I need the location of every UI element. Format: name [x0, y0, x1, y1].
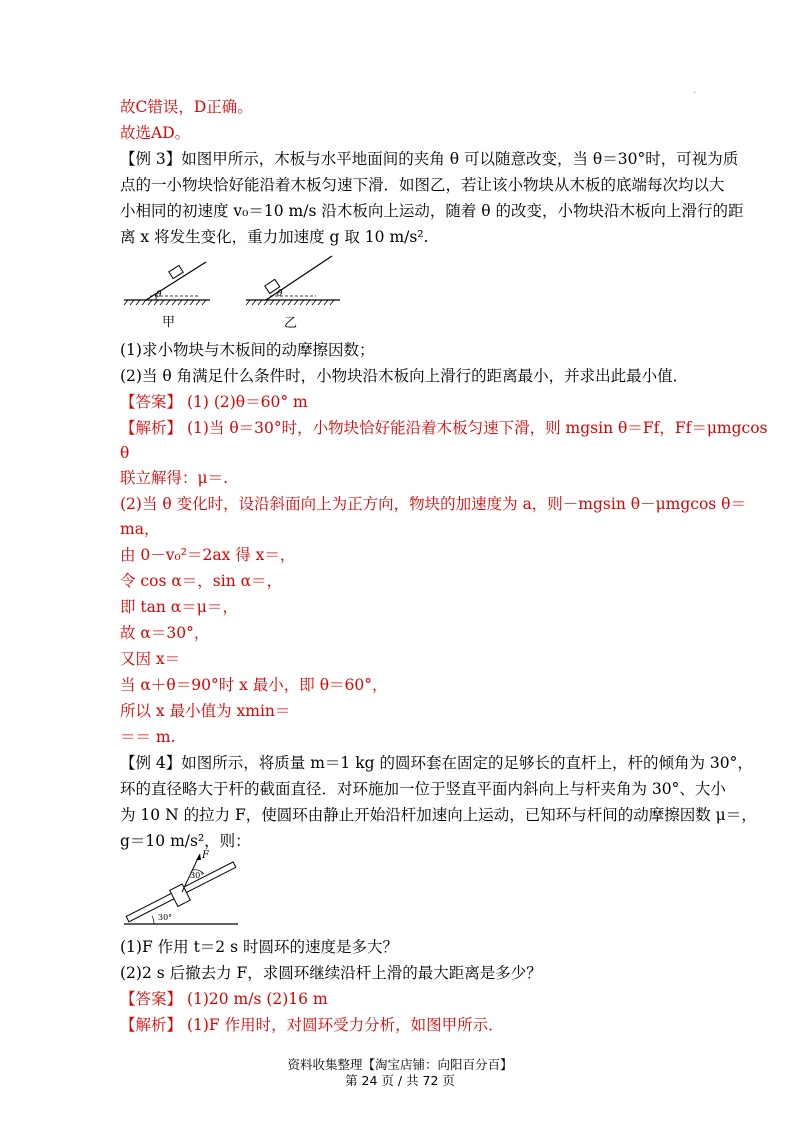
angle-label-bottom: 30°: [158, 913, 173, 922]
analysis-line: [120, 1013, 504, 1037]
incline-figure-3: [120, 254, 350, 334]
analysis-tag: 【解析】: [120, 419, 183, 437]
figure-label-right: 乙: [284, 316, 298, 331]
footer-page-number: 第 24 页 / 共 72 页: [345, 1073, 455, 1088]
example-3-text: 离 x 将发生变化，重力加速度 g 取 10 m/s².: [120, 228, 429, 246]
example-3-text: 【例 3】如图甲所示，木板与水平地面间的夹角 θ 可以随意改变，当 θ＝30°时，可视为质: [120, 150, 739, 168]
analysis-text: 联立解得：μ＝.: [120, 469, 229, 487]
figure-left-incline: [124, 262, 210, 305]
theta-label: θ: [156, 290, 162, 300]
analysis-text: (1)F 作用时，对圆环受力分析，如图甲所示．: [182, 1016, 504, 1034]
analysis-text: 故 α＝30°，: [120, 624, 210, 642]
analysis-text: (1)当 θ＝30°时，小物块恰好能沿着木板匀速下滑，则 mgsin θ＝Ff，Ff＝μmgcos: [182, 419, 768, 437]
force-label: F: [202, 850, 209, 861]
analysis-tag: 【解析】: [120, 1016, 183, 1034]
analysis-text: ma，: [120, 520, 160, 538]
corner-mark: ·: [693, 88, 697, 99]
analysis-text: 当 α＋θ＝90°时 x 最小，即 θ＝60°，: [120, 676, 388, 694]
analysis-text: θ: [120, 444, 130, 462]
figure-right-incline: [246, 256, 340, 305]
question-1: (1)求小物块与木板间的动摩擦因数；: [120, 341, 375, 359]
analysis-text: (2)当 θ 变化时，设沿斜面向上为正方向，物块的加速度为 a，则－mgsin θ－μmgcos θ＝: [120, 495, 747, 513]
question-4-2: (2)2 s 后撤去力 F，求圆环继续沿杆上滑的最大距离是多少？: [120, 964, 542, 982]
theta-label: θ: [277, 289, 283, 299]
ring-rod-figure: [120, 848, 250, 932]
example-3-text: 点的一小物块恰好能沿着木板匀速下滑．如图乙，若让该小物块从木板的底端每次均以大: [120, 176, 725, 194]
analysis-line: [120, 416, 767, 440]
answer-tag: 【答案】: [120, 990, 183, 1008]
footer-source: 资料收集整理【淘宝店铺：向阳百分百】: [287, 1057, 513, 1072]
text-line: 故C错误，D正确。: [120, 98, 253, 116]
figure-label-left: 甲: [162, 315, 176, 330]
example-4-text: 为 10 N 的拉力 F，使圆环由静止开始沿杆加速向上运动，已知环与杆间的动摩擦因数 μ＝，: [120, 806, 757, 824]
answer-text: (1) (2)θ＝60° m: [182, 393, 308, 411]
analysis-text: 所以 x 最小值为 xmin＝: [120, 702, 291, 720]
example-4-text: 环的直径略大于杆的截面直径．对环施加一位于竖直平面内斜向上与杆夹角为 30°、大小: [120, 780, 726, 798]
analysis-text: 令 cos α＝，sin α＝，: [120, 572, 283, 590]
example-4-text: 【例 4】如图所示，将质量 m＝1 kg 的圆环套在固定的足够长的直杆上，杆的倾角为 30°，: [120, 754, 753, 772]
analysis-text: 即 tan α＝μ＝，: [120, 598, 238, 616]
analysis-text: 由 0－v₀²＝2ax 得 x＝，: [120, 546, 296, 564]
analysis-text: 又因 x＝: [120, 650, 181, 668]
answer-line: [120, 390, 308, 414]
question-4-1: (1)F 作用 t＝2 s 时圆环的速度是多大？: [120, 938, 398, 956]
answer-tag: 【答案】: [120, 393, 183, 411]
text-line: 故选AD。: [120, 124, 191, 142]
angle-label-top: 30°: [190, 871, 205, 880]
example-3-text: 小相同的初速度 v₀＝10 m/s 沿木板向上运动，随着 θ 的改变，小物块沿木板向上滑行的距: [120, 202, 744, 220]
answer-text: (1)20 m/s (2)16 m: [182, 990, 328, 1008]
answer-line: [120, 987, 328, 1011]
question-2: (2)当 θ 角满足什么条件时，小物块沿木板向上滑行的距离最小，并求出此最小值．: [120, 367, 689, 385]
example-4-text: g＝10 m/s²，则：: [120, 832, 251, 850]
analysis-text: ＝＝ m.: [120, 728, 176, 746]
